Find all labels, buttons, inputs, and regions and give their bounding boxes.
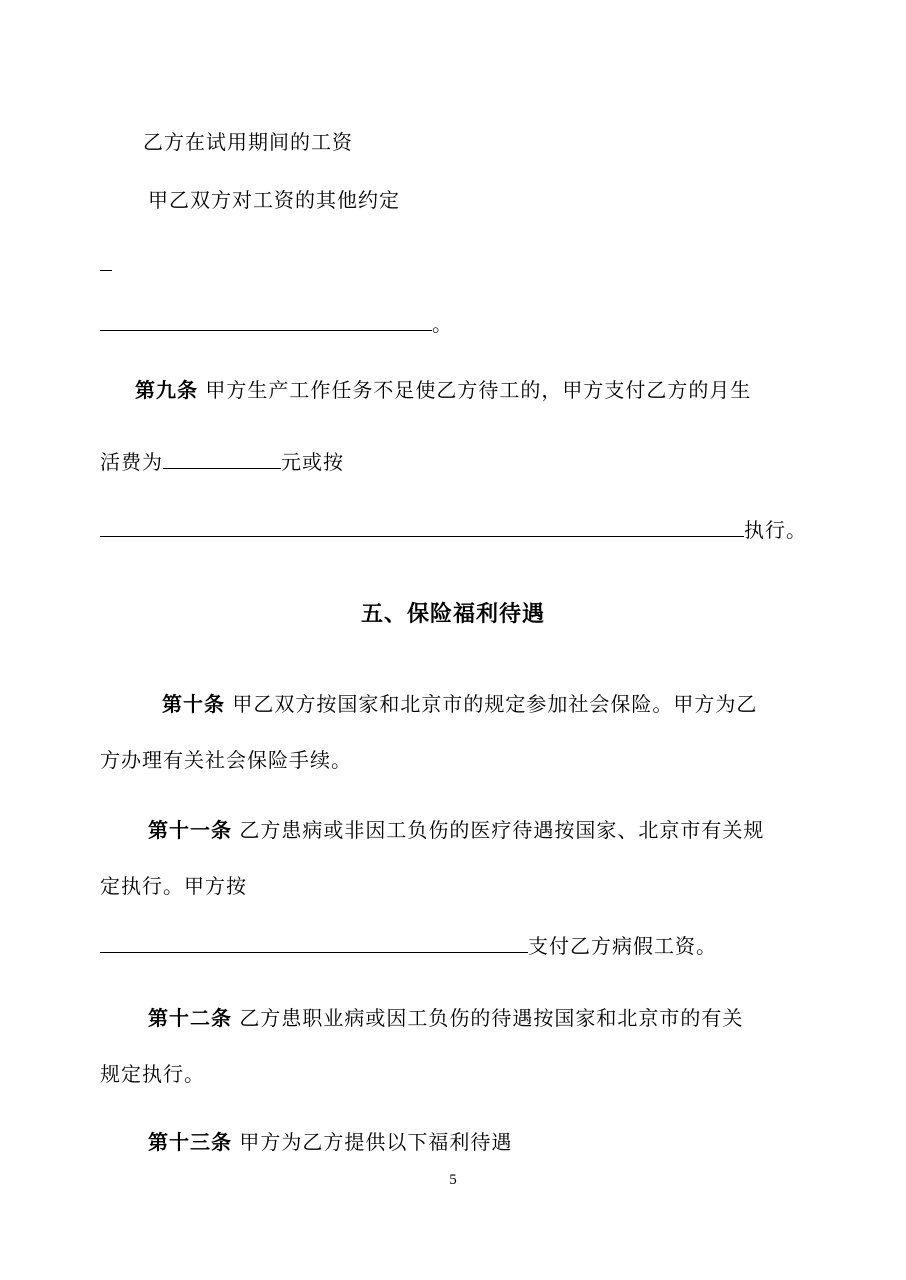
probation-wage-line (143, 128, 353, 156)
article-11-text: 乙方患病或非因工负伤的医疗待遇按国家、北京市有关规 (239, 818, 765, 842)
article-11-line-3-end: 支付乙方病假工资。 (528, 934, 717, 958)
wage-agreement-blank (100, 308, 432, 331)
article-9-line-3 (100, 514, 807, 544)
other-wage-agreement-text: 甲乙双方对工资的其他约定 (148, 188, 400, 212)
sick-pay-blank (100, 930, 528, 953)
article-13-line-1 (148, 1128, 512, 1156)
probation-wage-text: 乙方在试用期间的工资 (143, 130, 353, 154)
section-heading: 五、保险福利待遇 (360, 602, 545, 627)
article-9-line-1 (135, 376, 751, 404)
article-12-line-2 (100, 1060, 205, 1088)
article-12-text: 乙方患职业病或因工负伤的待遇按国家和北京市的有关 (239, 1006, 744, 1030)
article-10-label: 第十条 (162, 692, 225, 716)
article-9-long-blank (100, 514, 744, 537)
short-blank-line (100, 270, 112, 271)
article-12-label: 第十二条 (148, 1006, 232, 1030)
living-allowance-blank (163, 446, 281, 469)
article-12-line-2-text: 规定执行。 (100, 1062, 205, 1086)
page-number: 5 (449, 1172, 457, 1188)
article-9-label: 第九条 (135, 378, 198, 402)
article-9-text: 甲方生产工作任务不足使乙方待工的，甲方支付乙方的月生 (205, 378, 752, 402)
article-13-label: 第十三条 (148, 1130, 232, 1154)
article-10-line-1 (162, 690, 757, 718)
article-11-line-3 (100, 930, 717, 960)
article-10-text: 甲乙双方按国家和北京市的规定参加社会保险。甲方为乙 (232, 692, 758, 716)
article-11-line-1 (148, 816, 764, 844)
article-11-line-2-text: 定执行。甲方按 (100, 874, 247, 898)
article-12-line-1 (148, 1004, 743, 1032)
wage-agreement-end: 。 (432, 312, 453, 336)
article-10-line-2-text: 方办理有关社会保险手续。 (100, 748, 352, 772)
article-13-text: 甲方为乙方提供以下福利待遇 (239, 1130, 513, 1154)
article-10-line-2 (100, 746, 352, 774)
article-9-line-2 (100, 446, 344, 476)
wage-agreement-blank-line (100, 308, 453, 338)
article-9-line-3-end: 执行。 (744, 518, 807, 542)
article-9-line-2-pre: 活费为 (100, 450, 163, 474)
other-wage-agreement-line (148, 186, 400, 214)
article-9-line-2-post: 元或按 (281, 450, 344, 474)
article-11-label: 第十一条 (148, 818, 232, 842)
article-11-line-2 (100, 872, 247, 900)
